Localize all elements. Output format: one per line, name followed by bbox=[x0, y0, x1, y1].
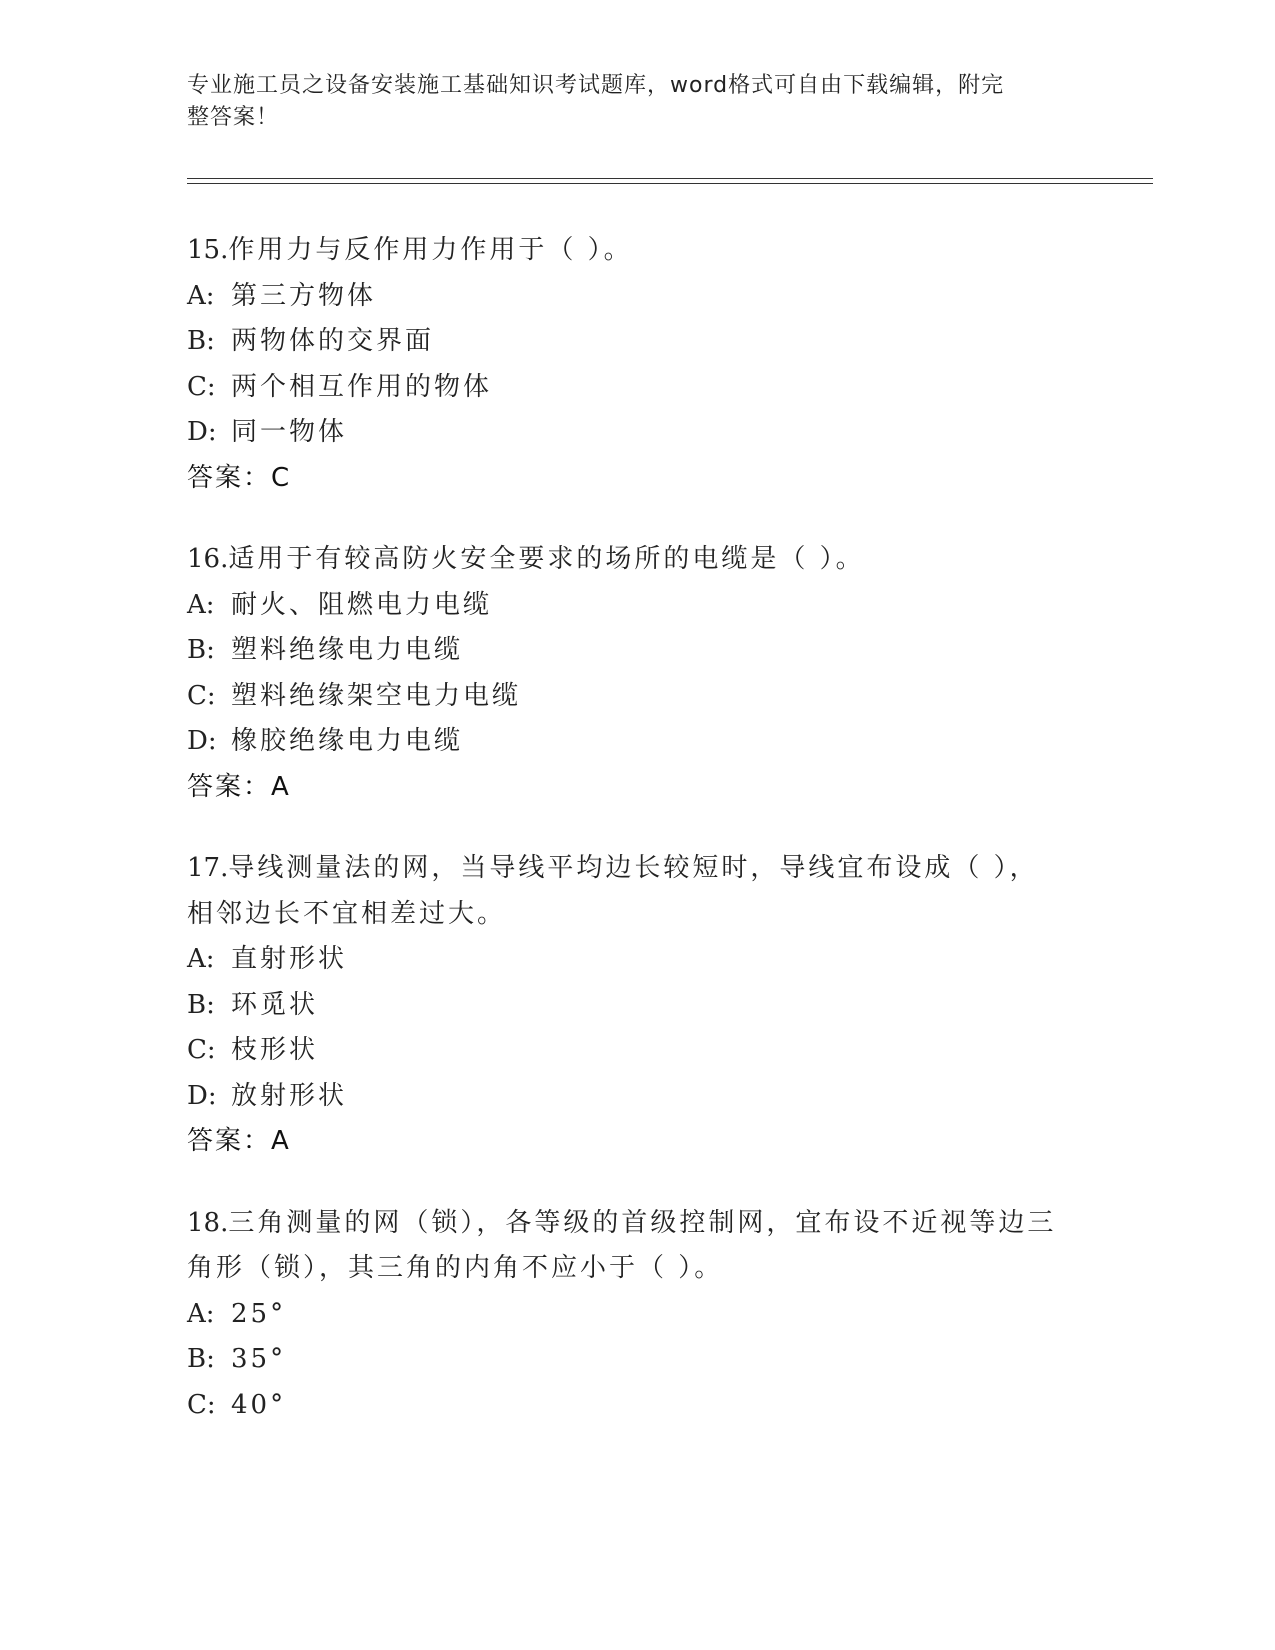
option-text: 两个相互作用的物体 bbox=[231, 371, 493, 402]
option-letter: A: bbox=[187, 1298, 215, 1329]
option-a bbox=[187, 937, 1087, 983]
option-c bbox=[187, 674, 1087, 720]
option-b bbox=[187, 319, 1087, 365]
option-text: 塑料绝缘架空电力电缆 bbox=[231, 680, 522, 711]
option-letter: B: bbox=[187, 989, 215, 1020]
option-letter: D: bbox=[187, 417, 217, 447]
option-text: 同一物体 bbox=[231, 417, 348, 447]
option-letter: A: bbox=[187, 944, 215, 974]
question-17 bbox=[187, 846, 1087, 1165]
question-text: 导线测量法的网，当导线平均边长较短时，导线宜布设成（ ）， bbox=[228, 853, 1039, 883]
option-letter: D: bbox=[187, 1080, 217, 1111]
question-text: 适用于有较高防火安全要求的场所的电缆是（ ）。 bbox=[228, 544, 865, 574]
option-text: 橡胶绝缘电力电缆 bbox=[231, 726, 464, 756]
option-letter: A: bbox=[187, 589, 215, 620]
option-text: 直射形状 bbox=[231, 944, 348, 974]
answer-line: 答案：A bbox=[187, 1126, 291, 1156]
option-letter: C: bbox=[187, 1035, 216, 1065]
question-stem bbox=[187, 1201, 1087, 1247]
header-divider-bottom bbox=[187, 183, 1153, 184]
option-letter: B: bbox=[187, 1344, 215, 1374]
question-15 bbox=[187, 228, 1087, 501]
answer-line: 答案：C bbox=[187, 462, 292, 493]
option-letter: B: bbox=[187, 635, 215, 665]
option-a bbox=[187, 583, 1087, 629]
option-letter: D: bbox=[187, 726, 217, 756]
option-letter: B: bbox=[187, 326, 215, 356]
option-letter: A: bbox=[187, 280, 215, 311]
option-d bbox=[187, 410, 1087, 456]
document-header bbox=[187, 70, 1067, 134]
header-divider-top bbox=[187, 178, 1153, 179]
question-text: 三角测量的网（锁），各等级的首级控制网，宜布设不近视等边三 bbox=[228, 1207, 1057, 1238]
question-18 bbox=[187, 1201, 1087, 1429]
option-d bbox=[187, 719, 1087, 765]
option-a bbox=[187, 274, 1087, 320]
option-text: 35° bbox=[231, 1344, 287, 1374]
question-list bbox=[187, 228, 1087, 1464]
option-text: 耐火、阻燃电力电缆 bbox=[231, 589, 493, 620]
option-c bbox=[187, 1028, 1087, 1074]
option-b bbox=[187, 1337, 1087, 1383]
option-text: 第三方物体 bbox=[231, 280, 377, 311]
option-letter: C: bbox=[187, 371, 216, 402]
answer-line: 答案：A bbox=[187, 771, 291, 802]
question-stem-continued: 相邻边长不宜相差过大。 bbox=[187, 898, 507, 929]
header-line-1: 专业施工员之设备安装施工基础知识考试题库，word格式可自由下载编辑，附完 bbox=[187, 73, 1005, 98]
option-letter: C: bbox=[187, 1389, 216, 1420]
option-text: 40° bbox=[231, 1389, 287, 1420]
option-text: 枝形状 bbox=[231, 1035, 319, 1065]
option-text: 塑料绝缘电力电缆 bbox=[231, 635, 464, 665]
option-b bbox=[187, 983, 1087, 1029]
question-number: 16. bbox=[187, 544, 229, 574]
option-letter: C: bbox=[187, 680, 216, 711]
question-stem-continued: 角形（锁），其三角的内角不应小于（ ）。 bbox=[187, 1253, 724, 1283]
option-b bbox=[187, 628, 1087, 674]
question-text: 作用力与反作用力作用于（ ）。 bbox=[228, 235, 633, 265]
question-number: 18. bbox=[187, 1207, 229, 1238]
option-c bbox=[187, 365, 1087, 411]
question-stem bbox=[187, 228, 1087, 274]
question-stem bbox=[187, 846, 1087, 892]
question-number: 15. bbox=[187, 235, 229, 265]
option-text: 环觅状 bbox=[231, 989, 319, 1020]
option-d bbox=[187, 1074, 1087, 1120]
question-16 bbox=[187, 537, 1087, 810]
question-number: 17. bbox=[187, 853, 229, 883]
header-line-2: 整答案！ bbox=[187, 105, 280, 130]
question-stem bbox=[187, 537, 1087, 583]
option-a bbox=[187, 1292, 1087, 1338]
option-text: 25° bbox=[231, 1298, 287, 1329]
option-text: 两物体的交界面 bbox=[231, 326, 435, 356]
option-c bbox=[187, 1383, 1087, 1429]
option-text: 放射形状 bbox=[231, 1080, 348, 1111]
